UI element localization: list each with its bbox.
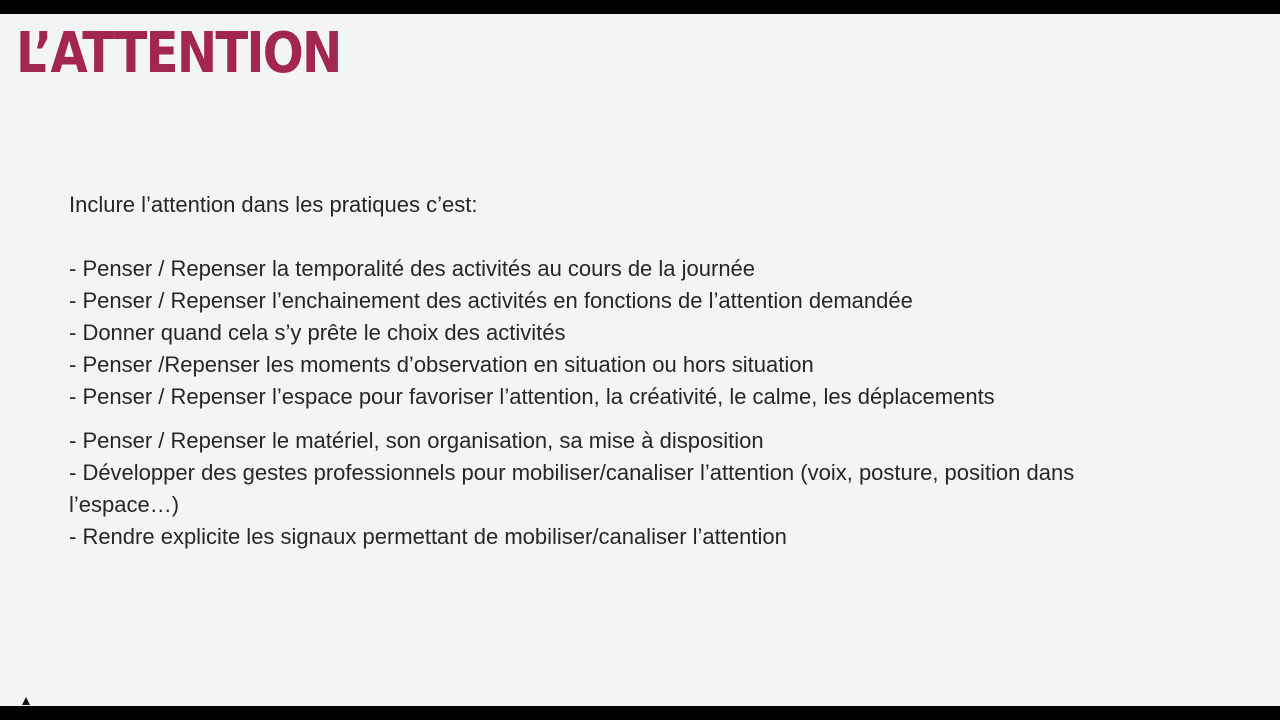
slide-title: L’ATTENTION	[16, 21, 341, 86]
letterbox-bar	[0, 706, 1280, 720]
mouse-pointer-icon	[22, 697, 30, 705]
bullet-item: - Rendre explicite les signaux permettant de mobiliser/canaliser l’attention	[69, 524, 787, 549]
bullet-item: - Penser / Repenser la temporalité des activités au cours de la journée	[69, 256, 756, 281]
bullet-item: - Développer des gestes professionnels pour mobiliser/canaliser l’attention (voix, posture, position dans l’espace…)	[69, 460, 1075, 517]
slide-frame	[0, 14, 1280, 706]
bullet-item: - Penser / Repenser l’espace pour favoriser l’attention, la créativité, le calme, les déplacements	[69, 384, 995, 409]
bullet-list	[69, 253, 1149, 553]
slide-content	[69, 189, 1149, 553]
spacer	[69, 221, 1149, 253]
bullet-item: - Penser / Repenser l’enchainement des activités en fonctions de l’attention demandée	[69, 288, 913, 313]
bullet-item: - Penser /Repenser les moments d’observation en situation ou hors situation	[69, 352, 814, 377]
bullet-item: - Donner quand cela s’y prête le choix des activités	[69, 320, 566, 345]
intro-text: Inclure l’attention dans les pratiques c’est:	[69, 192, 478, 217]
bullet-item: - Penser / Repenser le matériel, son organisation, sa mise à disposition	[69, 428, 764, 453]
